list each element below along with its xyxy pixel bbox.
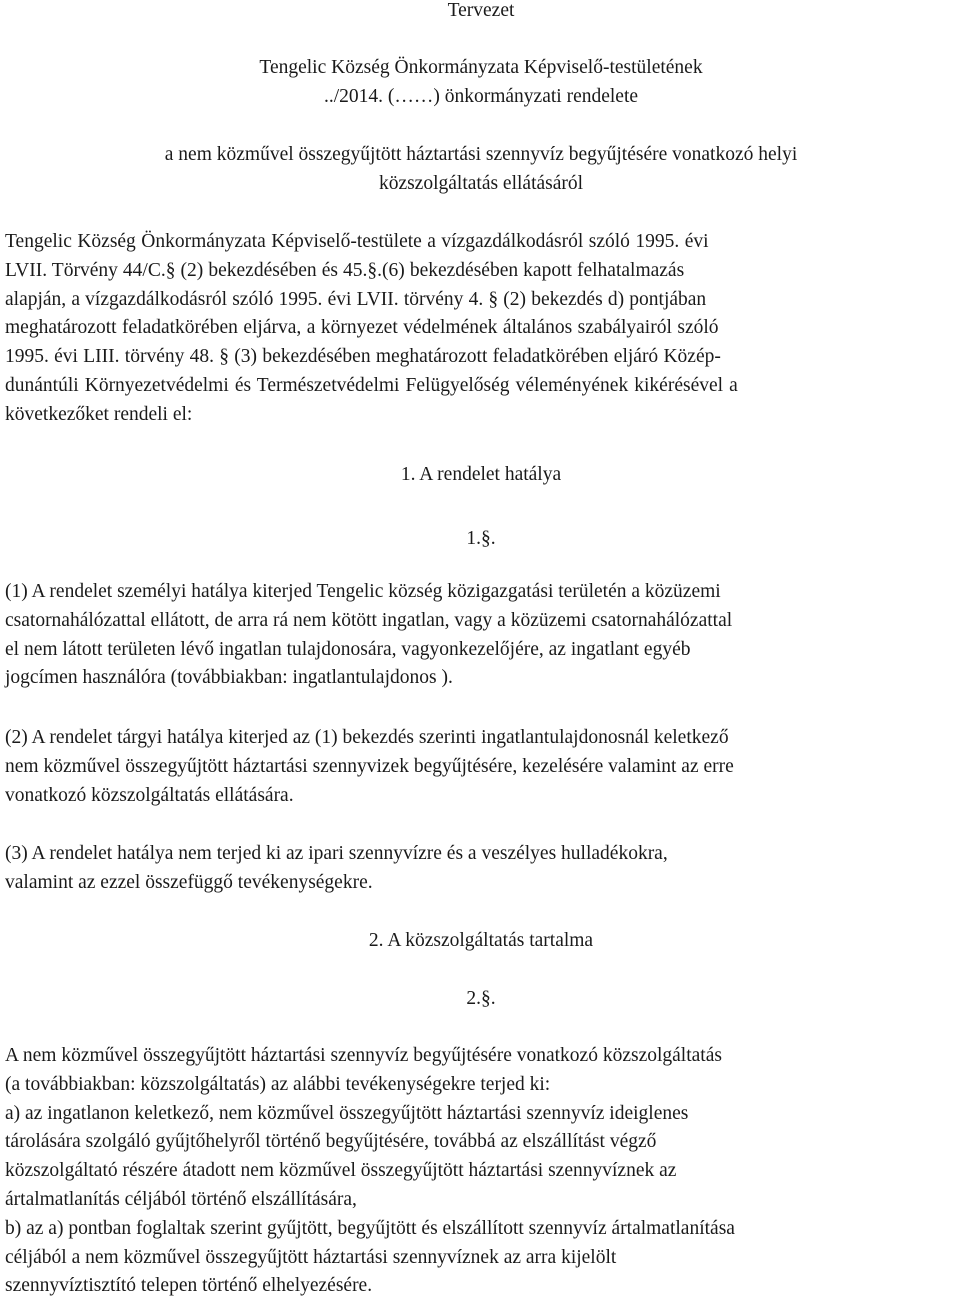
section-number-text: 2.§. xyxy=(466,988,496,1009)
title-line: Tengelic Község Önkormányzata Képviselő-testületének xyxy=(259,57,703,78)
subject-line: közszolgáltatás ellátásáról xyxy=(378,172,584,194)
service-scope-paragraph xyxy=(5,1042,957,1301)
paragraph-line: jogcímen használóra (továbbiakban: ingatlantulajdonos ). xyxy=(5,667,453,689)
paragraph-line: A nem közművel összegyűjtött háztartási szennyvíz begyűjtésére vonatkozó közszolgáltatás xyxy=(5,1045,722,1066)
chapter-heading-text: 1. A rendelet hatálya xyxy=(400,464,562,485)
paragraph-line: nem közművel összegyűjtött háztartási szennyvizek begyűjtésére, kezelésére valamint az erre xyxy=(5,755,734,777)
paragraph-line: szennyvíztisztító telepen történő elhelyezésére. xyxy=(5,1275,373,1297)
draft-label xyxy=(5,0,957,26)
paragraph-3 xyxy=(5,840,957,898)
chapter-heading-text: 2. A közszolgáltatás tartalma xyxy=(368,930,594,951)
draft-label-text: Tervezet xyxy=(447,0,515,21)
section-number-text: 1.§. xyxy=(466,528,496,549)
paragraph-line: tárolására szolgáló gyűjtőhelyről történő begyűjtésére, továbbá az elszállítást végző xyxy=(5,1131,657,1153)
section-number xyxy=(5,525,957,554)
preamble-line: meghatározott feladatkörében eljárva, a környezet védelmének általános szabályairól szóló xyxy=(5,317,719,339)
paragraph-line: (2) A rendelet tárgyi hatálya kiterjed az (1) bekezdés szerinti ingatlantulajdonosnál keletkező xyxy=(5,727,729,748)
paragraph-1 xyxy=(5,578,957,693)
paragraph-line: (1) A rendelet személyi hatálya kiterjed Tengelic község közigazgatási területén a közüzemi xyxy=(5,581,721,602)
preamble-paragraph xyxy=(5,228,957,430)
paragraph-line: (a továbbiakban: közszolgáltatás) az alábbi tevékenységekre terjed ki: xyxy=(5,1073,551,1095)
regulation-title xyxy=(5,54,957,112)
paragraph-line: el nem látott területen lévő ingatlan tulajdonosára, vagyonkezelőjére, az ingatlant egyéb xyxy=(5,638,691,660)
chapter-heading xyxy=(5,461,957,490)
list-item-b: b) az a) pontban foglaltak szerint gyűjtött, begyűjtött és elszállított szennyvíz ártalmatlanítása xyxy=(5,1217,735,1239)
preamble-line: dunántúli Környezetvédelmi és Természetvédelmi Felügyelőség véleményének kikérésével a xyxy=(5,374,738,396)
paragraph-line: céljából a nem közművel összegyűjtött háztartási szennyvíznek az arra kijelölt xyxy=(5,1246,617,1268)
title-line: ../2014. (……) önkormányzati rendelete xyxy=(323,85,639,107)
section-number xyxy=(5,985,957,1014)
paragraph-line: csatornahálózattal ellátott, de arra rá nem kötött ingatlan, vagy a közüzemi csatornahálózattal xyxy=(5,609,733,631)
paragraph-line: vonatkozó közszolgáltatás ellátására. xyxy=(5,784,294,806)
preamble-line: 1995. évi LIII. törvény 48. § (3) bekezdésében meghatározott feladatkörében eljáró Közép- xyxy=(5,346,721,368)
paragraph-line: ártalmatlanítás céljából történő elszállítására, xyxy=(5,1188,357,1210)
paragraph-2 xyxy=(5,724,957,810)
paragraph-line: (3) A rendelet hatálya nem terjed ki az ipari szennyvízre és a veszélyes hulladékokra, xyxy=(5,843,668,864)
preamble-line: alapján, a vízgazdálkodásról szóló 1995. évi LVII. törvény 4. § (2) bekezdés d) pontjában xyxy=(5,288,707,310)
chapter-heading xyxy=(5,927,957,956)
list-item-a: a) az ingatlanon keletkező, nem közművel összegyűjtött háztartási szennyvíz ideiglenes xyxy=(5,1102,689,1124)
preamble-line: Tengelic Község Önkormányzata Képviselő-testülete a vízgazdálkodásról szóló 1995. évi xyxy=(5,231,709,252)
preamble-line: következőket rendeli el: xyxy=(5,403,193,425)
paragraph-line: közszolgáltató részére átadott nem közművel összegyűjtött háztartási szennyvíznek az xyxy=(5,1160,677,1182)
preamble-line: LVII. Törvény 44/C.§ (2) bekezdésében és 45.§.(6) bekezdésében kapott felhatalmazás xyxy=(5,259,685,281)
subject-line: a nem közművel összegyűjtött háztartási szennyvíz begyűjtésére vonatkozó helyi xyxy=(164,144,798,165)
paragraph-line: valamint az ezzel összefüggő tevékenységekre. xyxy=(5,871,373,893)
regulation-subject xyxy=(5,141,957,199)
